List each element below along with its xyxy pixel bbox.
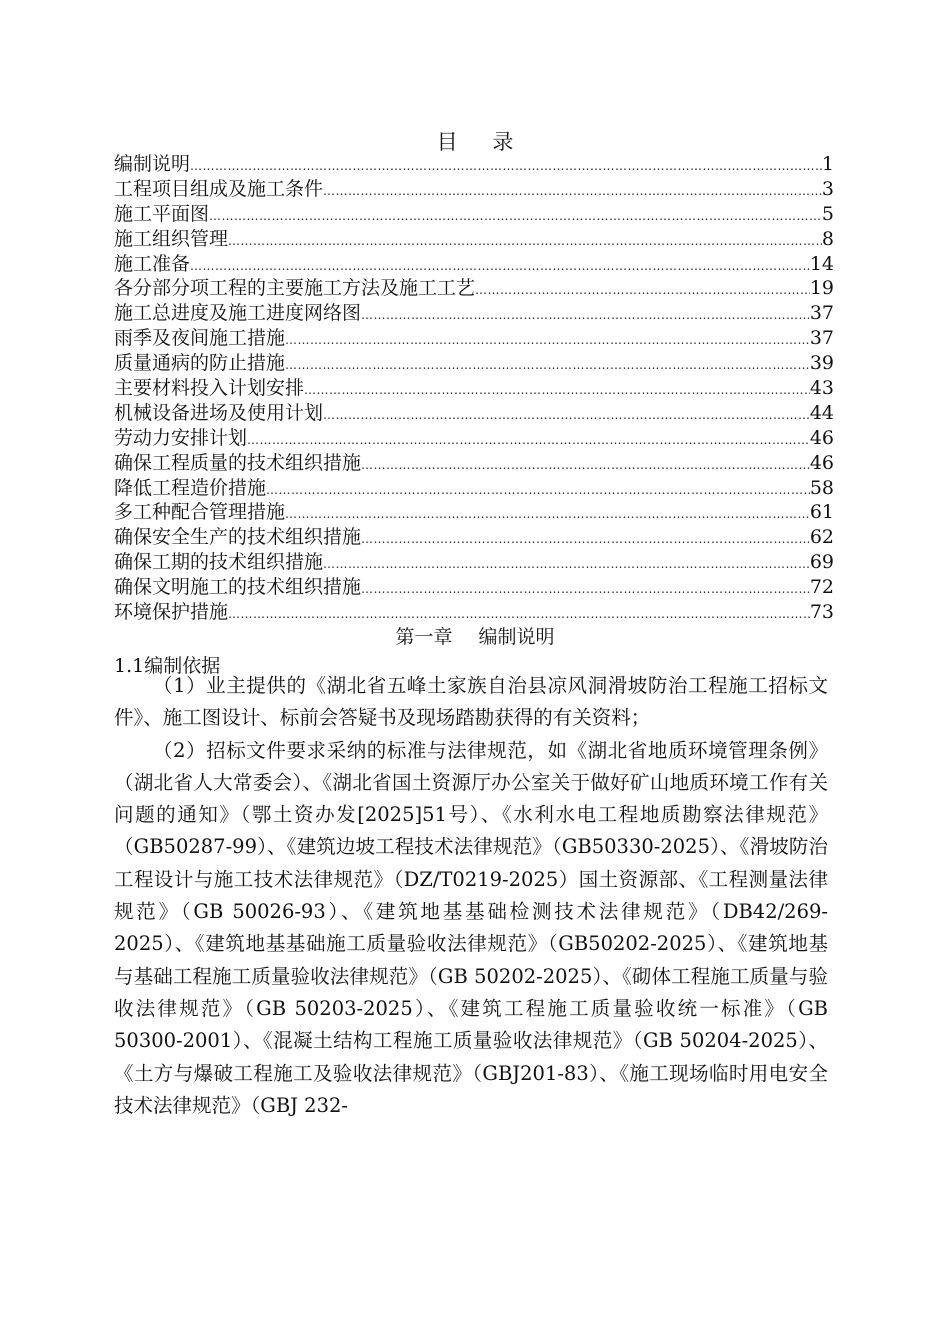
- toc-leader-dots: [285, 353, 810, 378]
- paragraph: （1）业主提供的《湖北省五峰土家族自治县凉风洞滑坡防治工程施工招标文件》、施工图设计、标前会答疑书及现场踏勘获得的有关资料；: [114, 674, 828, 730]
- toc-item: [114, 376, 834, 401]
- paragraph: （2）招标文件要求采纳的标准与法律规范，如《湖北省地质环境管理条例》（湖北省人大常委会）、《湖北省国土资源厅办公室关于做好矿山地质环境工作有关问题的通知》（鄂土资办发[2025]51号）、《水利水电工程地质勘察法律规范》（GB50287-99）、《建筑边坡工程技术法律规范》（GB50330-2025）、《滑坡防治工程设计与施工技术法律规范》（DZ/T0219-2025）国土资源部、《工程测量法律规范》（GB 50026-93）、《建筑地基基础检测技术法律规范》（DB42/269-2025）、《建筑地基基础施工质量验收法律规范》（GB50202-2025）、《建筑地基与基础工程施工质量验收法律规范》（GB 50202-2025）、《砌体工程施工质量与验收法律规范》（GB 50203-2025）、《建筑工程施工质量验收统一标准》（GB 50300-2001）、《混凝土结构工程施工质量验收法律规范》（GB 50204-2025）、《土方与爆破工程施工及验收法律规范》（GBJ201-83）、《施工现场临时用电安全技术法律规范》（GBJ 232-: [114, 738, 828, 1117]
- toc-item-title: 确保工期的技术组织措施: [114, 551, 324, 574]
- toc-item-title: 确保工程质量的技术组织措施: [114, 451, 362, 474]
- toc-leader-dots: [323, 179, 822, 204]
- toc-item-page: 37: [809, 302, 834, 325]
- toc-item: [114, 276, 834, 301]
- toc-item: [114, 326, 834, 351]
- toc-item-title: 施工组织管理: [114, 227, 229, 250]
- toc-leader-dots: [361, 577, 810, 602]
- toc-leader-dots: [361, 527, 810, 552]
- toc-item-page: 3: [821, 177, 834, 200]
- chapter-title: 编制说明: [478, 626, 555, 648]
- toc-leader-dots: [361, 453, 810, 478]
- toc-leader-dots: [209, 204, 822, 229]
- toc-item: [114, 500, 834, 525]
- toc-leader-dots: [323, 552, 810, 577]
- toc-leader-dots: [285, 328, 810, 353]
- toc-item-page: 72: [809, 576, 834, 599]
- toc-item-page: 62: [809, 526, 834, 549]
- toc-item-page: 58: [809, 476, 834, 499]
- toc-item-page: 37: [809, 327, 834, 350]
- toc-leader-dots: [190, 254, 810, 279]
- toc-item-title: 编制说明: [114, 153, 191, 175]
- toc-item: [114, 351, 834, 376]
- chapter-heading: [0, 622, 950, 649]
- toc-item-title: 多工种配合管理措施: [114, 501, 286, 524]
- table-of-contents: [114, 152, 834, 625]
- toc-item-title: 机械设备进场及使用计划: [114, 401, 324, 424]
- toc-leader-dots: [247, 428, 810, 453]
- toc-leader-dots: [361, 303, 810, 328]
- toc-item-page: 39: [809, 352, 834, 375]
- toc-item: [114, 426, 834, 451]
- toc-leader-dots: [266, 478, 810, 503]
- toc-item: [114, 451, 834, 476]
- toc-item-page: 46: [809, 426, 834, 449]
- toc-item-page: 43: [809, 377, 834, 400]
- toc-leader-dots: [475, 278, 810, 303]
- toc-item: [114, 550, 834, 575]
- toc-item: [114, 525, 834, 550]
- toc-item-page: 8: [821, 227, 834, 250]
- toc-item-page: 46: [809, 451, 834, 474]
- section-heading: 1.1编制依据: [114, 655, 221, 677]
- toc-item-page: 61: [809, 501, 834, 524]
- toc-item-page: 1: [821, 153, 834, 175]
- toc-item-title: 工程项目组成及施工条件: [114, 177, 324, 200]
- toc-item-page: 14: [809, 252, 834, 275]
- toc-item-page: 69: [809, 551, 834, 574]
- toc-item-title: 各分部分项工程的主要施工方法及施工工艺: [114, 277, 476, 300]
- toc-item-title: 劳动力安排计划: [114, 426, 248, 449]
- chapter-number: 第一章: [395, 626, 453, 648]
- toc-item: [114, 575, 834, 600]
- toc-item: [114, 202, 834, 227]
- toc-item: [114, 227, 834, 252]
- toc-item-title: 确保文明施工的技术组织措施: [114, 576, 362, 599]
- toc-item-title: 确保安全生产的技术组织措施: [114, 526, 362, 549]
- toc-leader-dots: [323, 403, 810, 428]
- toc-title: 目 录: [436, 130, 528, 154]
- toc-leader-dots: [228, 229, 822, 254]
- toc-item: [114, 152, 834, 177]
- toc-item-page: 5: [821, 202, 834, 225]
- toc-item-title: 主要材料投入计划安排: [114, 377, 305, 400]
- toc-item-title: 施工准备: [114, 252, 191, 275]
- toc-item-title: 雨季及夜间施工措施: [114, 327, 286, 350]
- toc-leader-dots: [304, 378, 810, 403]
- toc-item-page: 19: [809, 277, 834, 300]
- toc-leader-dots: [285, 502, 810, 527]
- toc-item-title: 施工平面图: [114, 202, 210, 225]
- toc-item: [114, 177, 834, 202]
- toc-item-title: 质量通病的防止措施: [114, 352, 286, 375]
- toc-item-title: 环境保护措施: [114, 601, 229, 624]
- toc-item: [114, 476, 834, 501]
- toc-item: [114, 252, 834, 277]
- toc-item: [114, 301, 834, 326]
- toc-item-page: 73: [809, 601, 834, 624]
- toc-item-title: 降低工程造价措施: [114, 476, 267, 499]
- toc-item-title: 施工总进度及施工进度网络图: [114, 302, 362, 325]
- toc-item-page: 44: [809, 401, 834, 424]
- section-body: [114, 670, 828, 1122]
- toc-item: [114, 401, 834, 426]
- toc-leader-dots: [190, 154, 822, 179]
